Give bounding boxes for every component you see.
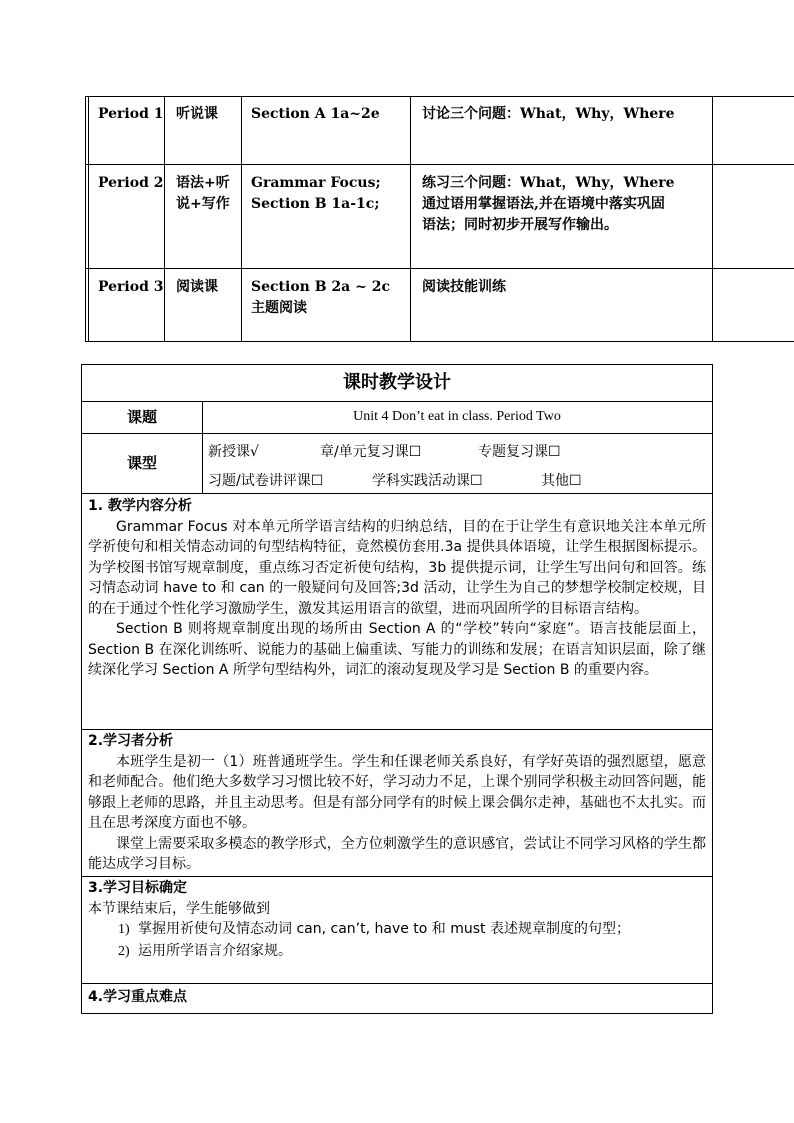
section-key-points bbox=[88, 987, 706, 1008]
period-task-line: 通过语用掌握语法,并在语境中落实巩固 bbox=[422, 196, 665, 212]
lesson-type-option[interactable]: 学科实践活动课☐ bbox=[372, 473, 483, 489]
grid-line bbox=[164, 96, 165, 342]
grid-line bbox=[85, 268, 794, 269]
section-heading: 3.学习目标确定 bbox=[88, 880, 188, 896]
period-type bbox=[176, 173, 230, 215]
grid-line bbox=[85, 341, 794, 342]
goal-number: 1) bbox=[118, 922, 130, 937]
grid-line bbox=[410, 96, 411, 342]
grid-line bbox=[712, 96, 713, 342]
grid-line bbox=[82, 876, 712, 877]
grid-line bbox=[82, 493, 712, 494]
period-content-line: Section B 2a ~ 2c bbox=[251, 279, 390, 295]
period-content bbox=[251, 173, 381, 215]
period-task-line: 讨论三个问题：What，Why，Where bbox=[422, 106, 675, 122]
grid-line bbox=[88, 96, 89, 342]
period-type-line: 阅读课 bbox=[176, 279, 218, 295]
lesson-type-option[interactable]: 章/单元复习课☐ bbox=[320, 444, 422, 460]
period-task bbox=[422, 104, 675, 125]
period-label: Period 2 bbox=[98, 175, 164, 191]
goal-number: 2) bbox=[118, 943, 130, 959]
section-heading: 2.学习者分析 bbox=[88, 733, 174, 749]
section-intro: 本节课结束后，学生能够做到 bbox=[88, 900, 270, 917]
section-learner-analysis bbox=[88, 731, 706, 875]
goal-item bbox=[88, 941, 706, 963]
type-label: 课型 bbox=[126, 454, 157, 472]
period-content bbox=[251, 277, 390, 319]
section-heading: 1. 教学内容分析 bbox=[88, 498, 192, 514]
section-content-analysis bbox=[88, 496, 706, 681]
grid-line bbox=[85, 96, 86, 342]
period-task-line: 练习三个问题：What，Why，Where bbox=[422, 175, 675, 191]
design-title: 课时教学设计 bbox=[343, 372, 451, 393]
period-task bbox=[422, 173, 675, 236]
period-content-line: 主题阅读 bbox=[251, 300, 307, 316]
section-paragraph: 本班学生是初一（1）班普通班学生。学生和任课老师关系良好，有学好英语的强烈愿望，愿意和老师配合。他们绝大多数学习习惯比较不好，学习动力不足，上课个别同学积极主动回答问题，能够跟上老师的思路，并且主动思考。但是有部分同学有的时候上课会偶尔走神，基础也不太扎实。而且在思考深度方面也不够。 bbox=[88, 753, 706, 831]
grid-line bbox=[85, 96, 794, 97]
period-task bbox=[422, 277, 506, 298]
topic-value: Unit 4 Don’t eat in class. Period Two bbox=[353, 409, 561, 424]
goal-text: 掌握用祈使句及情态动词 can, can’t, have to 和 must 表述规章制度的句型； bbox=[138, 921, 630, 937]
lesson-design-table bbox=[81, 364, 713, 1014]
period-label: Period 1 bbox=[98, 106, 164, 122]
period-type-line: 说+写作 bbox=[176, 196, 230, 212]
lesson-type-option[interactable]: 其他☐ bbox=[541, 473, 582, 489]
lesson-type-option[interactable]: 新授课√ bbox=[208, 444, 259, 460]
period-type-line: 语法+听 bbox=[176, 175, 230, 191]
lesson-type-option[interactable]: 习题/试卷讲评课☐ bbox=[208, 473, 324, 489]
grid-line bbox=[85, 164, 794, 165]
period-type-line: 听说课 bbox=[176, 106, 218, 122]
topic-label: 课题 bbox=[126, 408, 157, 426]
period-task-line: 阅读技能训练 bbox=[422, 279, 506, 295]
section-paragraph: Grammar Focus 对本单元所学语言结构的归纳总结，目的在于让学生有意识地关注本单元所学祈使句和相关情态动词的句型结构特征，竟然模仿套用.3a 提供具体语境，让学生根据图标提示。为学校图书馆写规章制度，重点练习否定祈使句结构，3b 提供提示词，让学生写出问句和回答。练习情态动词 have to 和 can 的一般疑问句及回答;3d 活动，让学生为自己的梦想学校制定校规，目的在于通过个性化学习激励学生，激发其运用语言的欲望，进而巩固所学的目标语言结构。 bbox=[88, 518, 706, 617]
lesson-type-options bbox=[208, 433, 708, 493]
period-content-line: Grammar Focus; bbox=[251, 175, 381, 191]
grid-line bbox=[241, 96, 242, 342]
period-content-line: Section A 1a~2e bbox=[251, 106, 380, 122]
period-type bbox=[176, 277, 218, 298]
section-paragraph: Section B 则将规章制度出现的场所由 Section A 的“学校”转向“家庭”。语言技能层面上，Section B 在深化训练听、说能力的基础上偏重读、写能力的训练和发展；在语言知识层面，除了继续深化学习 Section A 所学句型结构外，词汇的滚动复现及学习是 Section B 的重要内容。 bbox=[88, 621, 706, 678]
section-learning-goals bbox=[88, 878, 706, 962]
section-heading: 4.学习重点难点 bbox=[88, 989, 188, 1005]
goal-item bbox=[88, 919, 706, 941]
period-content-line: Section B 1a-1c; bbox=[251, 196, 380, 212]
period-task-line: 语法；同时初步开展写作输出。 bbox=[422, 217, 618, 233]
grid-line bbox=[82, 983, 712, 984]
period-type bbox=[176, 104, 218, 125]
section-paragraph: 课堂上需要采取多模态的教学形式，全方位刺激学生的意识感官，尝试让不同学习风格的学生都能达成学习目标。 bbox=[88, 835, 706, 872]
period-content bbox=[251, 104, 380, 125]
grid-line bbox=[82, 729, 712, 730]
period-label: Period 3 bbox=[98, 279, 164, 295]
goal-text: 运用所学语言介绍家规。 bbox=[138, 942, 292, 959]
lesson-type-option[interactable]: 专题复习课☐ bbox=[478, 444, 561, 460]
